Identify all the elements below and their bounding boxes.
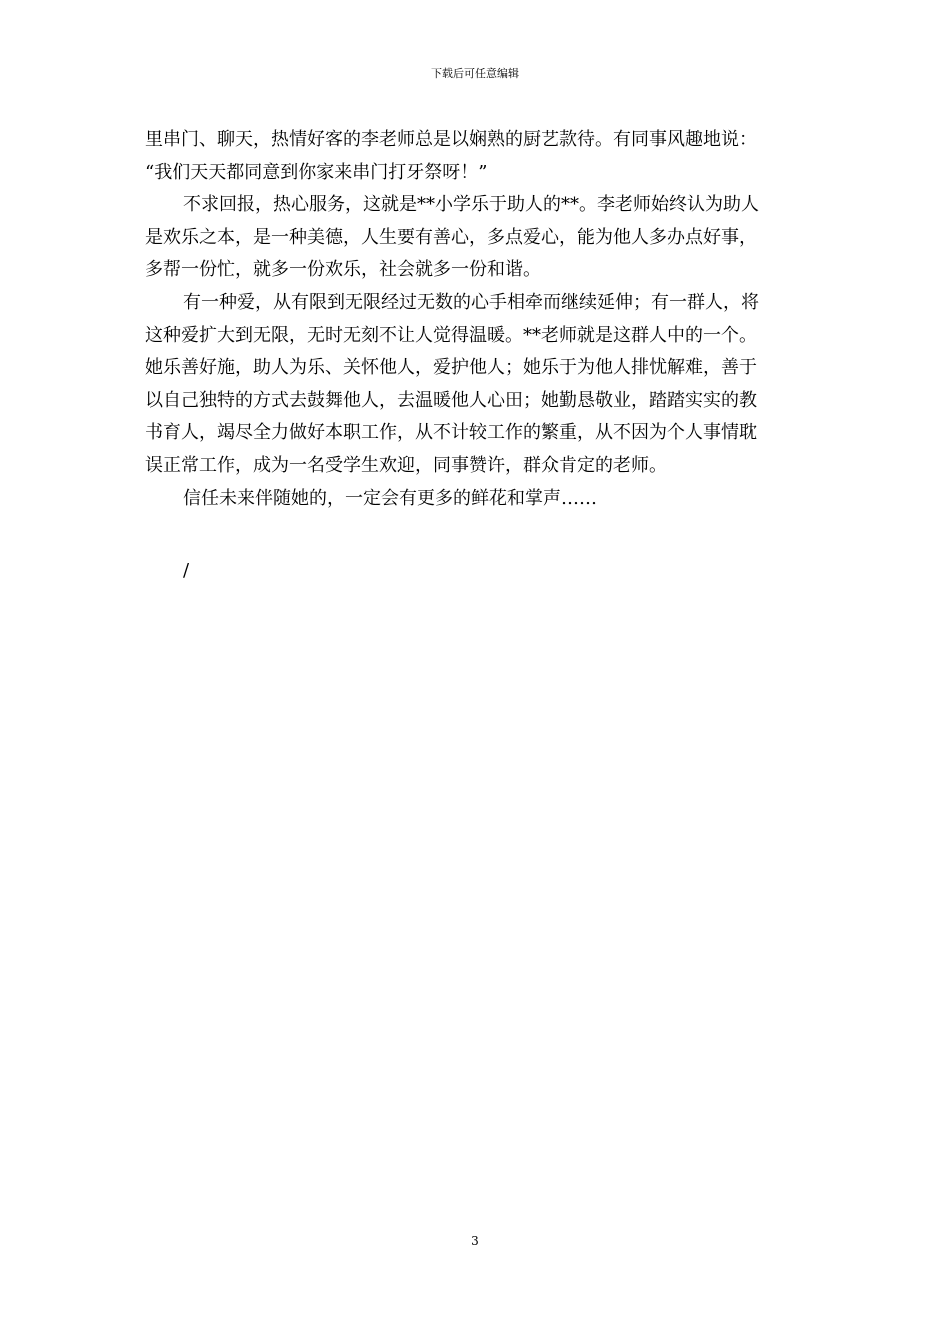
text-line: 是欢乐之本，是一种美德，人生要有善心，多点爱心，能为他人多办点好事， bbox=[145, 226, 757, 248]
text-line: 这种爱扩大到无限，无时无刻不让人觉得温暖。**老师就是这群人中的一个。 bbox=[145, 324, 757, 346]
paragraph bbox=[145, 483, 810, 516]
paragraph bbox=[145, 287, 810, 483]
paragraph bbox=[145, 124, 810, 189]
document-body bbox=[145, 124, 810, 588]
paragraph bbox=[145, 189, 810, 287]
text-line: 不求回报，热心服务，这就是**小学乐于助人的**。李老师始终认为助人 bbox=[183, 194, 759, 216]
page-header: 下载后可任意编辑 bbox=[431, 67, 519, 80]
text-line: 有一种爱，从有限到无限经过无数的心手相牵而继续延伸；有一群人，将 bbox=[183, 291, 759, 313]
text-line: 多帮一份忙，就多一份欢乐，社会就多一份和谐。 bbox=[145, 259, 541, 281]
text-line: 误正常工作，成为一名受学生欢迎，同事赞许，群众肯定的老师。 bbox=[145, 454, 667, 476]
text-line: 信任未来伴随她的，一定会有更多的鲜花和掌声…… bbox=[183, 487, 597, 509]
text-line: 里串门、聊天，热情好客的李老师总是以娴熟的厨艺款待。有同事风趣地说： bbox=[145, 129, 757, 150]
text-line: 以自己独特的方式去鼓舞他人，去温暖他人心田；她勤恳敬业，踏踏实实的教 bbox=[145, 389, 757, 411]
text-line: 她乐善好施，助人为乐、关怀他人，爱护他人；她乐于为他人排忧解难，善于 bbox=[145, 357, 757, 379]
page-number: 3 bbox=[471, 1234, 479, 1248]
text-line: 书育人，竭尽全力做好本职工作，从不计较工作的繁重，从不因为个人事情耽 bbox=[145, 422, 757, 444]
slash-mark: / bbox=[183, 560, 190, 582]
text-line: “我们天天都同意到你家来串门打牙祭呀！” bbox=[145, 161, 488, 183]
